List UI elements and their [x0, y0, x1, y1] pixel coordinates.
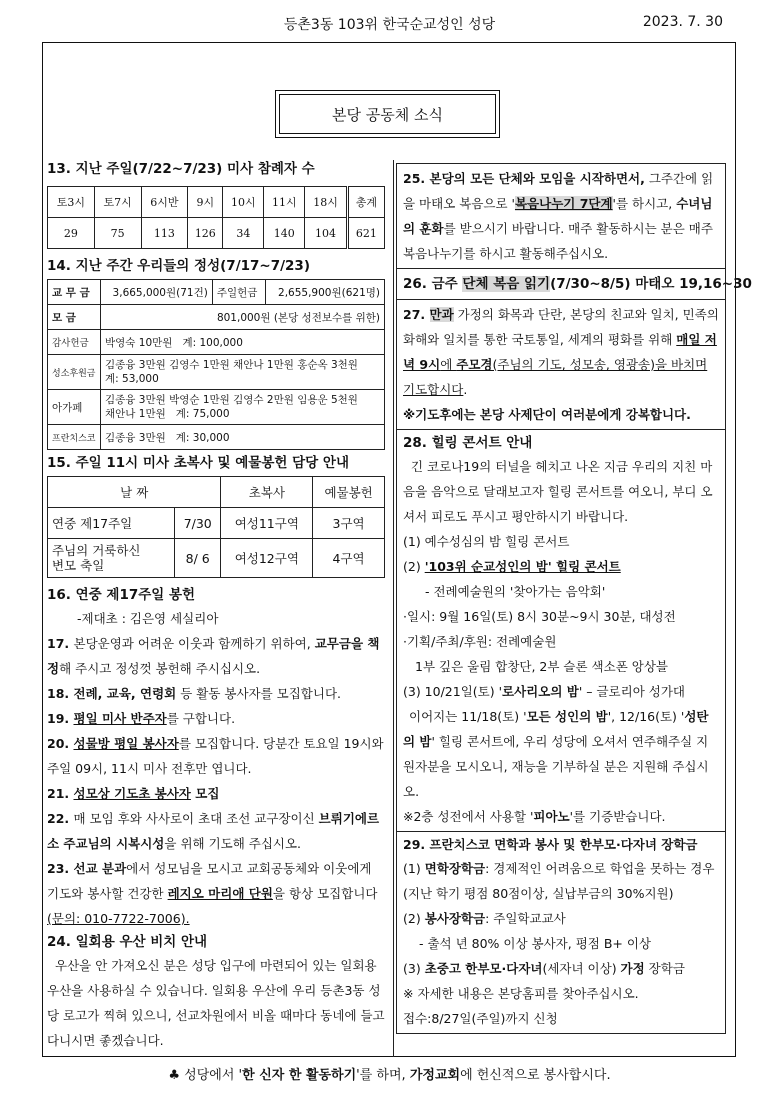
s29-l6: 접수:8/27일(주일)까지 신청	[403, 1011, 558, 1026]
s14-title: 14. 지난 주간 우리들의 정성(7/17~7/23)	[47, 258, 310, 274]
offering-table	[47, 279, 385, 450]
sch-r1-server: 여성11구역	[221, 508, 313, 539]
attendance-table	[47, 186, 385, 249]
att-h0: 토3시	[48, 187, 95, 218]
sch-h1: 초복사	[221, 477, 313, 508]
s18: 18. 전례, 교육, 연령회 등 활동 봉사자를 모집합니다.	[47, 686, 342, 701]
att-v6: 104	[305, 218, 348, 249]
s15-title: 15. 주일 11시 미사 초복사 및 예물봉헌 담당 안내	[47, 455, 349, 471]
att-h4: 10시	[223, 187, 264, 218]
s28-title: 28. 힐링 콘서트 안내	[403, 435, 533, 451]
s22: 22. 매 모임 후와 사사로이 초대 조선 교구장이신 브뤼기에르 소 주교님의 시복시성을 위해 기도해 주십시오.	[47, 811, 380, 851]
s29-l3: - 출석 년 80% 이상 봉사자, 평점 B+ 이상	[419, 936, 652, 951]
off-r6-names: 김종융 3만원	[105, 431, 166, 444]
att-v3: 126	[188, 218, 223, 249]
att-h5: 11시	[264, 187, 305, 218]
s28-l2: (2) '103위 순교성인의 밤' 힐링 콘서트	[403, 559, 621, 574]
att-v0: 29	[48, 218, 95, 249]
s19: 19. 평일 미사 반주자를 구합니다.	[47, 711, 236, 726]
sch-h0: 날 짜	[48, 477, 221, 508]
att-h1: 토7시	[94, 187, 141, 218]
s29-box	[396, 831, 726, 1034]
att-h2: 6시반	[141, 187, 188, 218]
att-v7: 621	[347, 218, 384, 249]
s28-l1: (1) 예수성심의 밤 힐링 콘서트	[403, 534, 570, 549]
s29-l5: ※ 자세한 내용은 본당홈피를 찾아주십시오.	[403, 986, 639, 1001]
sch-r1-day: 7/30	[175, 508, 221, 539]
s28-intro: 긴 코로나19의 터널을 헤치고 나온 지금 우리의 지친 마음을 음악으로 달래보고자 힐링 콘서트를 여오니, 부디 오셔서 피로도 푸시고 평안하시기 바랍니다.	[403, 459, 713, 524]
att-v5: 140	[264, 218, 305, 249]
sch-r2-date2: 변모 축일	[52, 558, 105, 573]
s29-l2: (2) 봉사장학금: 주일학교교사	[403, 911, 566, 926]
sch-r2-day: 8/ 6	[175, 539, 221, 578]
off-r1-val: 3,665,000원(71건)	[101, 280, 213, 305]
s28-l6: 1부 깊은 울림 합창단, 2부 슬론 색소폰 앙상블	[415, 659, 668, 674]
s16-title: 16. 연중 제17주일 봉헌	[47, 587, 196, 603]
s25-box: 25. 본당의 모든 단체와 모임을 시작하면서, 그주간에 읽을 마태오 복음으로 '복음나누기 7단계'를 하시고, 수녀님의 훈화를 받으시기 바랍니다. 매주 활동하시는 분은 매주 복음나누기를 하시고 활동해주십시오.	[396, 163, 726, 269]
s28-l8: 이어지는 11/18(토) '모든 성인의 밤', 12/16(토) '성탄의 밤' 힐링 콘서트에, 우리 성당에 오셔서 연주해주실 지원자분을 모시오니, 재능을 기부하실 분은 지원해 주십시오.	[403, 709, 709, 799]
server-schedule-table	[47, 476, 385, 578]
off-r3-names: 박영숙 10만원	[105, 336, 173, 349]
off-r5-label: 아가페	[48, 390, 101, 425]
sch-r2-date: 주님의 거룩하신	[52, 543, 141, 558]
off-r4-total: 계: 53,000	[105, 373, 159, 385]
att-h3: 9시	[188, 187, 223, 218]
off-r2-label: 모 금	[48, 305, 101, 330]
s28-l9: ※2층 성전에서 사용할 '피아노'를 기증받습니다.	[403, 809, 666, 824]
off-r5-total: 계: 75,000	[175, 408, 230, 420]
att-h7: 총계	[347, 187, 384, 218]
off-r4-label: 성소후원금	[48, 355, 101, 390]
s29-l4: (3) 초중고 한부모·다자녀(세자녀 이상) 가정 장학금	[403, 961, 685, 976]
s24-title: 24. 일회용 우산 비치 안내	[47, 934, 208, 950]
sch-r2-server: 여성12구역	[221, 539, 313, 578]
s29-l1: (1) 면학장학금: 경제적인 어려움으로 학업을 못하는 경우(지난 학기 평점 80점이상, 실납부금의 30%지원)	[403, 861, 715, 901]
s28-l3: - 전례예술원의 '찾아가는 음악회'	[425, 584, 606, 599]
off-r5-names: 김종융 3만원 박영순 1만원 김영수 2만원 임용운 5천원	[105, 394, 358, 406]
off-r3-total: 계: 100,000	[182, 336, 243, 349]
s27-note: ※기도후에는 본당 사제단이 여러분에게 강복합니다.	[403, 407, 691, 422]
sch-r1-offering: 3구역	[313, 508, 385, 539]
s24-text: 우산을 안 가져오신 분은 성당 입구에 마련되어 있는 일회용 우산을 사용하실 수 있습니다. 일회용 우산에 우리 등촌3동 성당 로고가 찍혀 있으니, 선교차원에서 비올 때마다 동네에 들고 다니시면 좋겠습니다.	[47, 958, 385, 1048]
off-r5-names2: 채안나 1만원	[105, 408, 166, 420]
s17: 17. 본당운영과 어려운 이웃과 함께하기 위하여, 교무금을 책정해 주시고 정성껏 봉헌해 주시십시오.	[47, 636, 380, 676]
left-column	[47, 158, 387, 1053]
off-r6-label: 프란치스코	[48, 425, 101, 450]
off-r1-label: 교 무 금	[48, 280, 101, 305]
att-v4: 34	[223, 218, 264, 249]
s27-box: 27. 만과 가정의 화목과 단란, 본당의 친교와 일치, 민족의 화해와 일치를 통한 국토통일, 세계의 평화를 위해 매일 저녁 9시에 주모경(주님의 기도, 성모송, 영광송)을 바치며 기도합시다. ※기도후에는 본당 사제단이 여러분에게 강복합니다.	[396, 299, 726, 430]
s28-l5: ·기획/주최/후원: 전례예술원	[403, 634, 557, 649]
footer-slogan: ♣ 성당에서 '한 신자 한 활동하기'를 하며, 가정교회에 헌신적으로 봉사합시다.	[168, 1068, 611, 1083]
s28-l7: (3) 10/21일(토) '로사리오의 밤' – 글로리아 성가대	[403, 684, 685, 699]
column-divider	[393, 160, 394, 1057]
s21: 21. 성모상 기도초 봉사자 모집	[47, 786, 220, 801]
s16-line: -제대초 : 김은영 세실리아	[77, 611, 219, 626]
att-v1: 75	[94, 218, 141, 249]
off-r1-val2: 2,655,900원(621명)	[265, 280, 384, 305]
s26-box: 26. 금주 단체 복음 읽기(7/30~8/5) 마태오 19,16~30	[396, 268, 726, 300]
off-r4-names: 김종융 3만원 김영수 1만원 채안나 1만원 홍순옥 3천원	[105, 359, 358, 371]
banner-title: 본당 공동체 소식	[332, 105, 443, 124]
section-banner	[275, 90, 500, 138]
s28-box	[396, 429, 726, 832]
s23: 23. 선교 분과에서 성모님을 모시고 교회공동체와 이웃에게 기도와 봉사할 건강한 레지오 마리애 단원을 항상 모집합니다(문의: 010-7722-7006).	[47, 861, 378, 926]
page-header	[0, 14, 779, 36]
sch-r2-offering: 4구역	[313, 539, 385, 578]
s29-title: 29. 프란치스코 면학과 봉사 및 한부모·다자녀 장학금	[403, 837, 698, 852]
s20: 20. 성물방 평일 봉사자를 모집합니다. 당분간 토요일 19시와 주일 09시, 11시 미사 전후만 엽니다.	[47, 736, 384, 776]
off-r2-val: 801,000원 (본당 성전보수를 위한)	[101, 305, 385, 330]
att-h6: 18시	[305, 187, 348, 218]
bulletin-date: 2023. 7. 30	[642, 14, 723, 30]
off-r6-total: 계: 30,000	[175, 431, 230, 444]
sch-h2: 예물봉헌	[313, 477, 385, 508]
att-v2: 113	[141, 218, 188, 249]
s13-title: 13. 지난 주일(7/22~7/23) 미사 참례자 수	[47, 161, 315, 177]
right-column	[396, 163, 752, 1034]
sch-r1-date: 연중 제17주일	[48, 508, 175, 539]
off-r1-label2: 주일헌금	[212, 280, 265, 305]
off-r3-label: 감사헌금	[48, 330, 101, 355]
s28-l4: ·일시: 9월 16일(토) 8시 30분~9시 30분, 대성전	[403, 609, 676, 624]
parish-title: 등촌3동 103위 한국순교성인 성당	[283, 17, 496, 33]
